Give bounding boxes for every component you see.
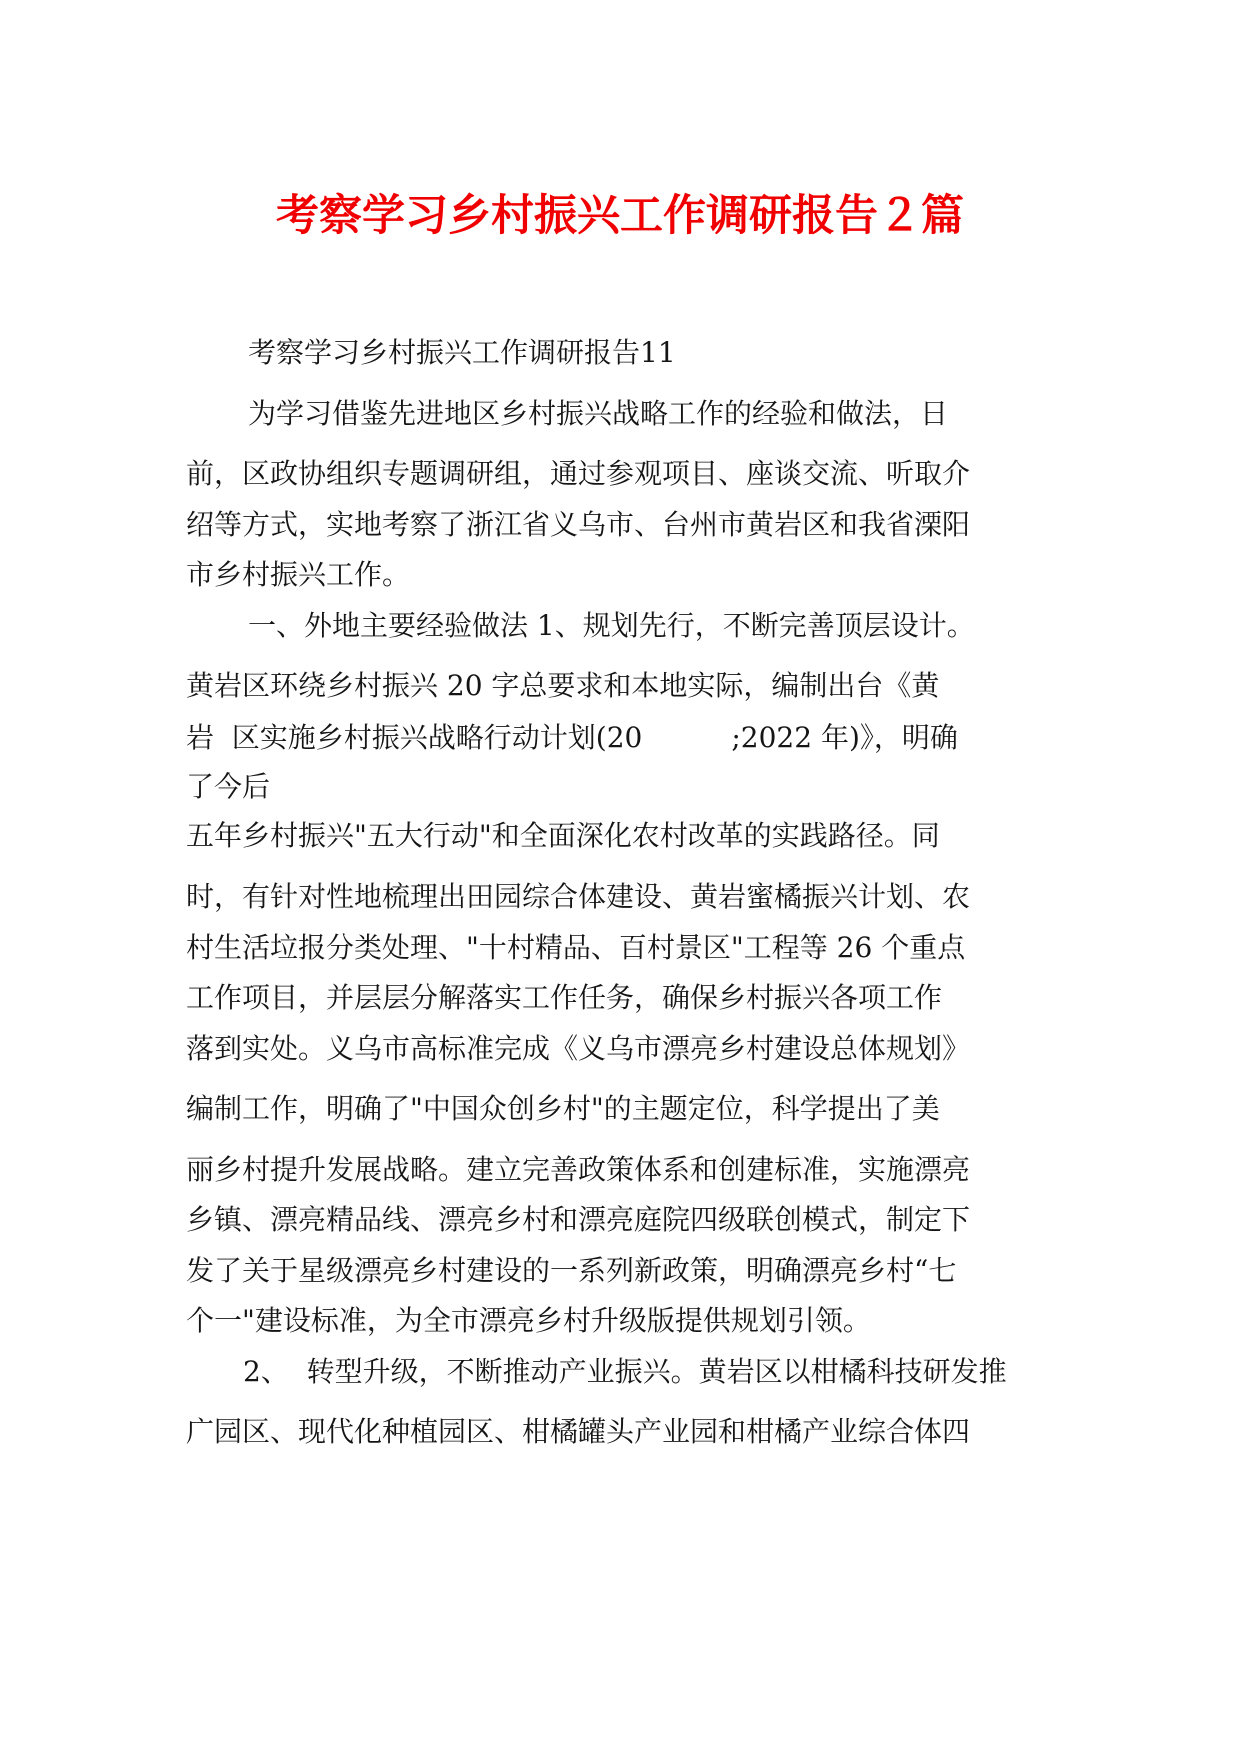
body-line: 丽乡村提升发展战略。建立完善政策体系和创建标准，实施漂亮 — [186, 1153, 971, 1186]
body-line: 编制工作，明确了"中国众创乡村"的主题定位，科学提出了美 — [186, 1092, 940, 1125]
body-line: 乡镇、漂亮精品线、漂亮乡村和漂亮庭院四级联创模式，制定下 — [186, 1203, 971, 1236]
body-line: 时，有针对性地梳理出田园综合体建设、黄岩蜜橘振兴计划、农 — [186, 880, 971, 913]
body-line: 市乡村振兴工作。 — [186, 558, 411, 591]
body-line: 为学习借鉴先进地区乡村振兴战略工作的经验和做法，日 — [248, 397, 949, 430]
body-line: 五年乡村振兴"五大行动"和全面深化农村改革的实践路径。同 — [186, 819, 940, 852]
document-title: 考察学习乡村振兴工作调研报告２篇 — [276, 191, 964, 241]
body-line: 工作项目，并层层分解落实工作任务，确保乡村振兴各项工作 — [186, 981, 943, 1014]
body-line: 前，区政协组织专题调研组，通过参观项目、座谈交流、听取介 — [186, 457, 971, 490]
body-line: 村生活垃报分类处理、"十村精品、百村景区"工程等 26 个重点 — [186, 931, 966, 964]
body-line: 个一"建设标准，为全市漂亮乡村升级版提供规划引领。 — [186, 1304, 871, 1337]
body-line: 广园区、现代化种植园区、柑橘罐头产业园和柑橘产业综合体四 — [186, 1415, 971, 1448]
body-line: 落到实处。义乌市高标准完成《义乌市漂亮乡村建设总体规划》 — [186, 1032, 971, 1065]
body-line: 绍等方式，实地考察了浙江省义乌市、台州市黄岩区和我省溧阳 — [186, 508, 971, 541]
body-line: 发了关于星级漂亮乡村建设的一系列新政策，明确漂亮乡村“七 — [186, 1254, 957, 1287]
body-line: 了今后 — [186, 770, 271, 803]
body-line: 考察学习乡村振兴工作调研报告11 — [248, 336, 676, 369]
body-line: 一、外地主要经验做法 1、规划先行，不断完善顶层设计。 — [248, 609, 975, 642]
body-line: 黄岩区环绕乡村振兴 20 字总要求和本地实际，编制出台《黄 — [186, 669, 940, 702]
body-line: 2、 转型升级，不断推动产业振兴。黄岩区以柑橘科技研发推 — [243, 1355, 1007, 1388]
body-line: 岩 区实施乡村振兴战略行动计划(20 ;2022 年)》，明确 — [186, 721, 958, 754]
